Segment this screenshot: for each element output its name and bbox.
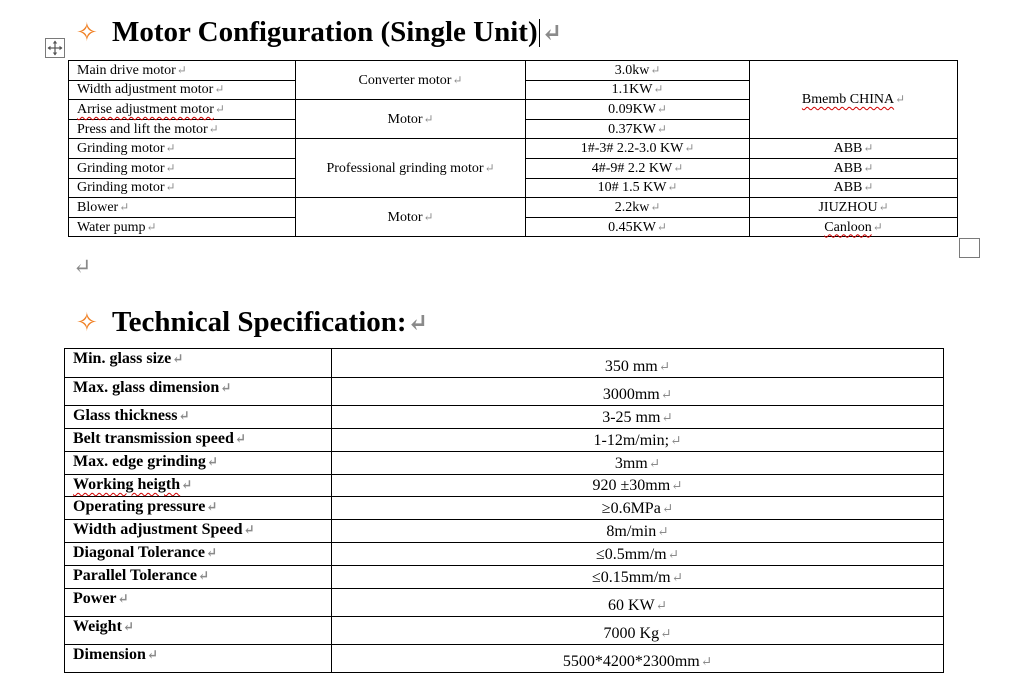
motor-power-cell: 0.45KW↵	[526, 217, 750, 237]
motor-brand-cell: ABB↵	[750, 178, 958, 198]
motor-configuration-table	[68, 60, 958, 237]
motor-power-cell: 1#-3# 2.2-3.0 KW↵	[526, 139, 750, 159]
table-row	[65, 645, 944, 673]
move-arrows-icon	[47, 40, 63, 56]
motor-power-cell: 0.09KW↵	[526, 100, 750, 120]
motor-type-cell: Converter motor↵	[296, 61, 526, 100]
table-row	[65, 566, 944, 589]
spec-value-cell: 350 mm↵	[332, 349, 944, 378]
spec-label-cell: Belt transmission speed↵	[65, 429, 332, 452]
spec-label-cell: Working heigth↵	[65, 475, 332, 497]
motor-name-cell: Grinding motor↵	[69, 178, 296, 198]
table-row	[65, 429, 944, 452]
motor-name-cell: Grinding motor↵	[69, 139, 296, 159]
motor-name-cell: Blower↵	[69, 198, 296, 218]
motor-power-cell: 4#-9# 2.2 KW↵	[526, 158, 750, 178]
motor-type-cell: Motor↵	[296, 198, 526, 237]
four-point-star-icon: ✧	[76, 307, 98, 337]
motor-brand-cell: JIUZHOU↵	[750, 198, 958, 218]
spec-label-cell: Operating pressure↵	[65, 497, 332, 520]
motor-name-cell: Main drive motor↵	[69, 61, 296, 81]
spec-value-cell: 3mm↵	[332, 452, 944, 475]
spec-value-cell: 5500*4200*2300mm↵	[332, 645, 944, 673]
table-row	[65, 520, 944, 543]
table-row	[65, 589, 944, 617]
spec-label-cell: Dimension↵	[65, 645, 332, 673]
motor-configuration-heading	[76, 16, 562, 49]
spec-label-cell: Max. edge grinding↵	[65, 452, 332, 475]
table-row	[69, 61, 958, 81]
table-row	[65, 378, 944, 406]
technical-specification-title: Technical Specification:	[112, 306, 407, 338]
motor-power-cell: 10# 1.5 KW↵	[526, 178, 750, 198]
motor-name-cell: Water pump↵	[69, 217, 296, 237]
table-row	[65, 543, 944, 566]
spec-value-cell: 3-25 mm↵	[332, 406, 944, 429]
motor-power-cell: 3.0kw↵	[526, 61, 750, 81]
technical-specification-heading	[76, 306, 428, 339]
spec-label-cell: Max. glass dimension↵	[65, 378, 332, 406]
spec-value-cell: ≥0.6MPa↵	[332, 497, 944, 520]
spec-label-cell: Parallel Tolerance↵	[65, 566, 332, 589]
table-row	[65, 475, 944, 497]
motor-configuration-title: Motor Configuration (Single Unit)	[112, 16, 538, 48]
paragraph-mark: ↵	[407, 309, 429, 337]
motor-brand-cell: ABB↵	[750, 139, 958, 159]
four-point-star-icon: ✧	[76, 17, 98, 47]
table-row	[65, 452, 944, 475]
motor-name-cell: Press and lift the motor↵	[69, 119, 296, 139]
motor-power-cell: 2.2kw↵	[526, 198, 750, 218]
table-row	[65, 497, 944, 520]
table-row	[69, 198, 958, 218]
table-row	[65, 617, 944, 645]
motor-brand-cell: Canloon↵	[750, 217, 958, 237]
table-row	[69, 139, 958, 159]
spec-value-cell: 8m/min↵	[332, 520, 944, 543]
motor-name-cell: Grinding motor↵	[69, 158, 296, 178]
spec-value-cell: ≤0.15mm/m↵	[332, 566, 944, 589]
table-row	[65, 349, 944, 378]
motor-name-cell: Width adjustment motor↵	[69, 80, 296, 100]
motor-power-cell: 0.37KW↵	[526, 119, 750, 139]
motor-brand-cell: ABB↵	[750, 158, 958, 178]
motor-type-cell: Motor↵	[296, 100, 526, 139]
spec-value-cell: 920 ±30mm↵	[332, 475, 944, 497]
motor-power-cell: 1.1KW↵	[526, 80, 750, 100]
spec-value-cell: 1-12m/min;↵	[332, 429, 944, 452]
motor-brand-cell: Bmemb CHINA↵	[750, 61, 958, 139]
paragraph-mark: ↵	[541, 19, 563, 47]
spec-value-cell: 3000mm↵	[332, 378, 944, 406]
paragraph-mark: ↵	[73, 254, 92, 279]
technical-specification-table	[64, 348, 944, 673]
spec-label-cell: Width adjustment Speed↵	[65, 520, 332, 543]
spec-label-cell: Weight↵	[65, 617, 332, 645]
text-cursor	[539, 19, 540, 47]
spec-value-cell: 60 KW↵	[332, 589, 944, 617]
spec-label-cell: Diagonal Tolerance↵	[65, 543, 332, 566]
table-move-handle[interactable]	[45, 38, 65, 58]
spec-label-cell: Min. glass size↵	[65, 349, 332, 378]
spec-value-cell: 7000 Kg↵	[332, 617, 944, 645]
spec-label-cell: Glass thickness↵	[65, 406, 332, 429]
spec-label-cell: Power↵	[65, 589, 332, 617]
table-resize-handle[interactable]	[959, 238, 980, 258]
spec-value-cell: ≤0.5mm/m↵	[332, 543, 944, 566]
table-row	[65, 406, 944, 429]
motor-name-cell: Arrise adjustment motor↵	[69, 100, 296, 120]
motor-type-cell: Professional grinding motor↵	[296, 139, 526, 198]
